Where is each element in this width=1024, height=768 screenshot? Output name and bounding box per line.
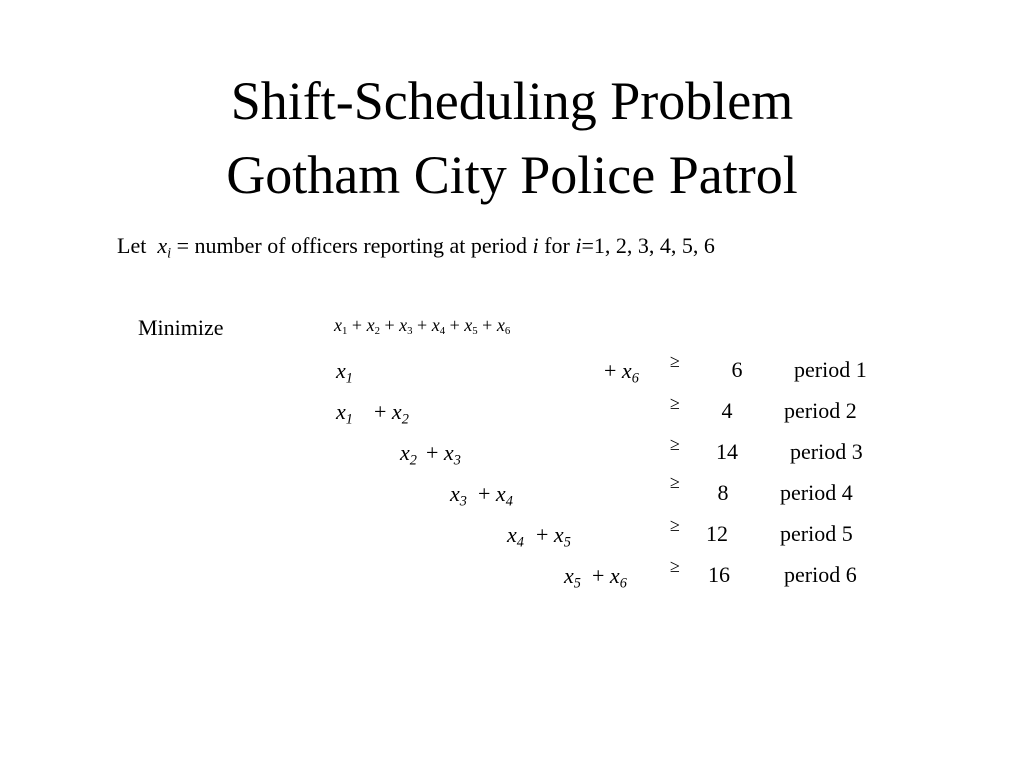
constraint-1-term-a: $x_1$ bbox=[336, 358, 353, 387]
objective-var: x bbox=[399, 315, 408, 335]
objective-op: + bbox=[347, 315, 367, 335]
for-word: for bbox=[544, 233, 570, 258]
objective-sub: 5 bbox=[472, 325, 478, 338]
var-sub-i: i bbox=[167, 245, 172, 262]
constraint-4-term-b: + $x_4$ bbox=[478, 481, 513, 510]
constraint-1-period: period 1 bbox=[794, 357, 867, 382]
constraint-4-period: period 4 bbox=[780, 480, 853, 505]
var-x: x bbox=[157, 233, 168, 258]
constraint-2-term-a: $x_1$ bbox=[336, 399, 353, 428]
constraint-2-rhs: 4 bbox=[721, 398, 733, 423]
constraint-6-period: period 6 bbox=[784, 562, 857, 587]
definition-text: number of officers reporting at period bbox=[194, 233, 528, 258]
index-i: i bbox=[575, 233, 582, 258]
let-word: Let bbox=[117, 233, 147, 258]
objective-sub: 4 bbox=[439, 325, 446, 338]
constraint-2-geq: ≥ bbox=[670, 393, 680, 413]
constraint-6-rhs: 16 bbox=[708, 562, 730, 587]
constraint-6-term-b: + $x_6$ bbox=[592, 563, 627, 592]
constraint-5-geq: ≥ bbox=[670, 515, 680, 535]
constraint-3-period: period 3 bbox=[790, 439, 863, 464]
constraint-2-term-b: + $x_2$ bbox=[374, 399, 409, 428]
objective-op: + bbox=[445, 315, 465, 335]
variable-definition bbox=[117, 233, 715, 262]
constraint-3-term-b: + $x_3$ bbox=[426, 440, 461, 469]
constraint-2-period: period 2 bbox=[784, 398, 857, 423]
objective-var: x bbox=[366, 315, 375, 335]
constraint-5-term-a: $x_4$ bbox=[507, 522, 524, 551]
objective-var: x bbox=[464, 315, 473, 335]
constraint-5-period: period 5 bbox=[780, 521, 853, 546]
index-range: =1, 2, 3, 4, 5, 6 bbox=[581, 233, 715, 258]
constraint-5-rhs: 12 bbox=[706, 521, 728, 546]
constraint-1-term-b: + $x_6$ bbox=[604, 358, 639, 387]
objective-sub: 6 bbox=[504, 325, 511, 338]
equals-sign: = bbox=[176, 233, 189, 258]
objective-sub: 3 bbox=[407, 325, 413, 338]
constraint-3-geq: ≥ bbox=[670, 434, 680, 454]
objective-op: + bbox=[477, 315, 497, 335]
slide-title-line-1: Shift-Scheduling Problem bbox=[230, 71, 794, 131]
constraint-1-rhs: 6 bbox=[731, 357, 743, 382]
objective-op: + bbox=[412, 315, 432, 335]
constraint-4-term-a: $x_3$ bbox=[450, 481, 467, 510]
constraint-1-geq: ≥ bbox=[670, 351, 680, 371]
objective-function bbox=[334, 315, 511, 338]
constraint-3-rhs: 14 bbox=[716, 439, 738, 464]
slide-title-line-2: Gotham City Police Patrol bbox=[226, 145, 798, 205]
constraint-3-term-a: $x_2$ bbox=[400, 440, 417, 469]
objective-sub: 2 bbox=[374, 325, 380, 338]
constraint-5-term-b: + $x_5$ bbox=[536, 522, 571, 551]
period-index: i bbox=[532, 233, 539, 258]
constraint-4-rhs: 8 bbox=[717, 480, 729, 505]
objective-sub: 1 bbox=[342, 325, 348, 338]
objective-var: x bbox=[431, 315, 440, 335]
constraint-4-geq: ≥ bbox=[670, 472, 680, 492]
objective-var: x bbox=[496, 315, 505, 335]
minimize-label: Minimize bbox=[138, 315, 224, 340]
constraint-6-geq: ≥ bbox=[670, 556, 680, 576]
objective-op: + bbox=[379, 315, 400, 335]
constraint-6-term-a: $x_5$ bbox=[564, 563, 581, 592]
objective-var: x bbox=[334, 315, 342, 335]
